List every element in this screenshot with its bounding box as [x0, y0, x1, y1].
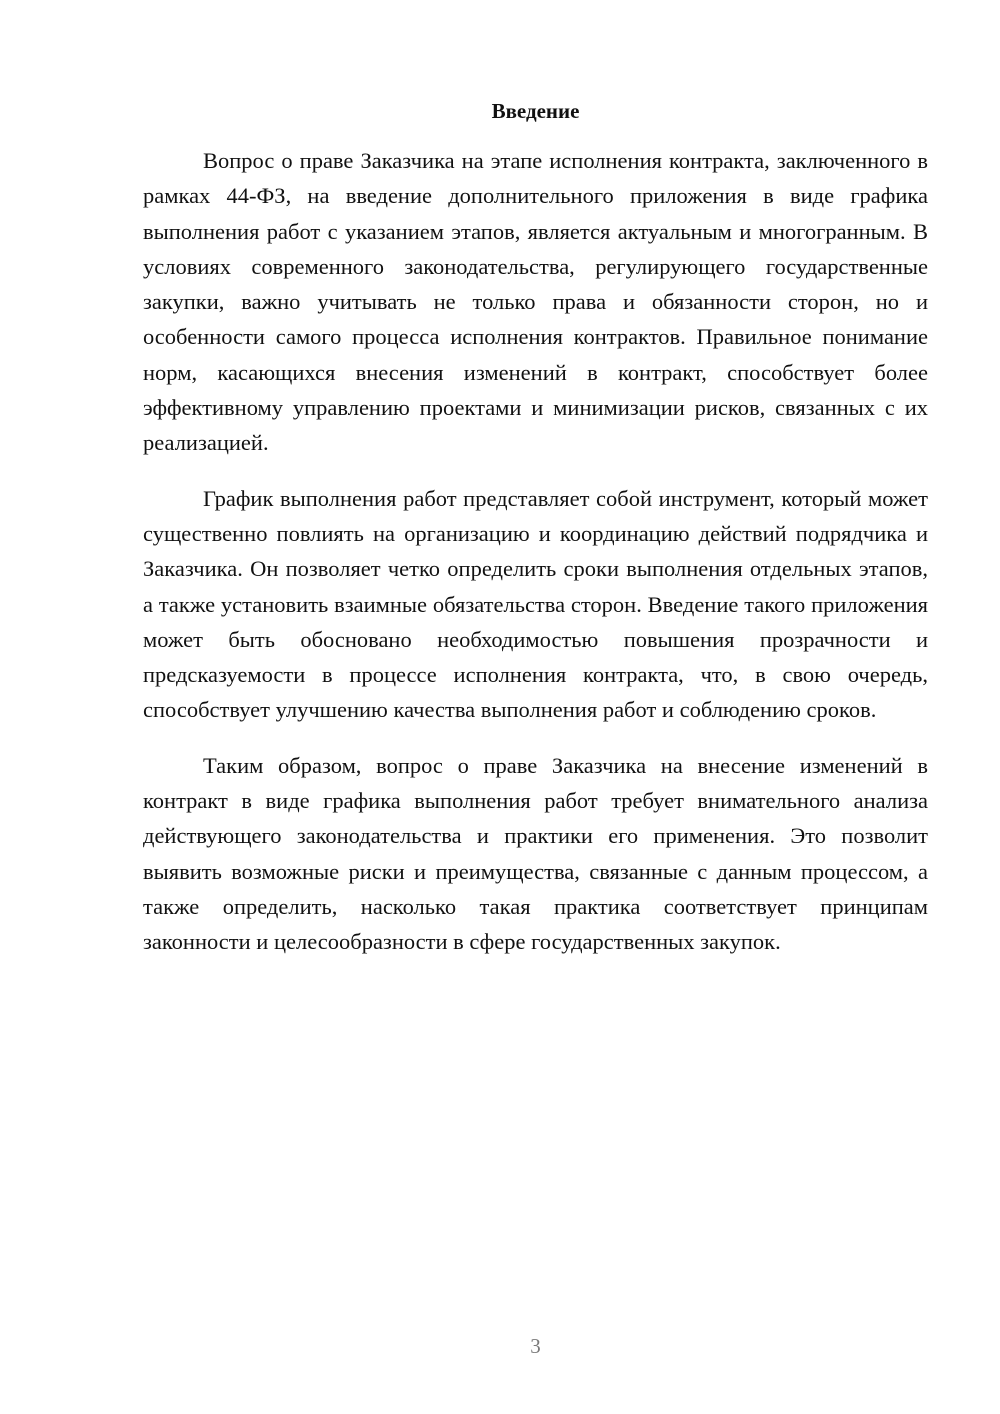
paragraph-3: Таким образом, вопрос о праве Заказчика на внесение изменений в контракт в виде графика выполнения работ требует внимательного анализа действующего законодательства и практики его применения. Это позволит выявить возможные риски и преимущества, связанные с данным процессом, а также определить, насколько такая практика соответствует принципам законности и целесообразности в сфере государственных закупок. — [143, 752, 928, 955]
body-text — [143, 143, 928, 980]
section-title: Введение — [491, 99, 580, 123]
page-number: 3 — [530, 1334, 541, 1358]
paragraph-2: График выполнения работ представляет собой инструмент, который может существенно повлиять на организацию и координацию действий подрядчика и Заказчика. Он позволяет четко определить сроки выполнения отдельных этапов, а также установить взаимные обязательства сторон. Введение такого приложения может быть обосновано необходимостью повышения прозрачности и предсказуемости в процессе исполнения контракта, что, в свою очередь, способствует улучшению качества выполнения работ и соблюдению сроков. — [143, 485, 928, 723]
paragraph-1: Вопрос о праве Заказчика на этапе исполнения контракта, заключенного в рамках 44-ФЗ, на введение дополнительного приложения в виде графика выполнения работ с указанием этапов, является актуальным и многогранным. В условиях современного законодательства, регулирующего государственные закупки, важно учитывать не только права и обязанности сторон, но и особенности самого процесса исполнения контрактов. Правильное понимание норм, касающихся внесения изменений в контракт, способствует более эффективному управлению проектами и минимизации рисков, связанных с их реализацией. — [143, 148, 928, 456]
